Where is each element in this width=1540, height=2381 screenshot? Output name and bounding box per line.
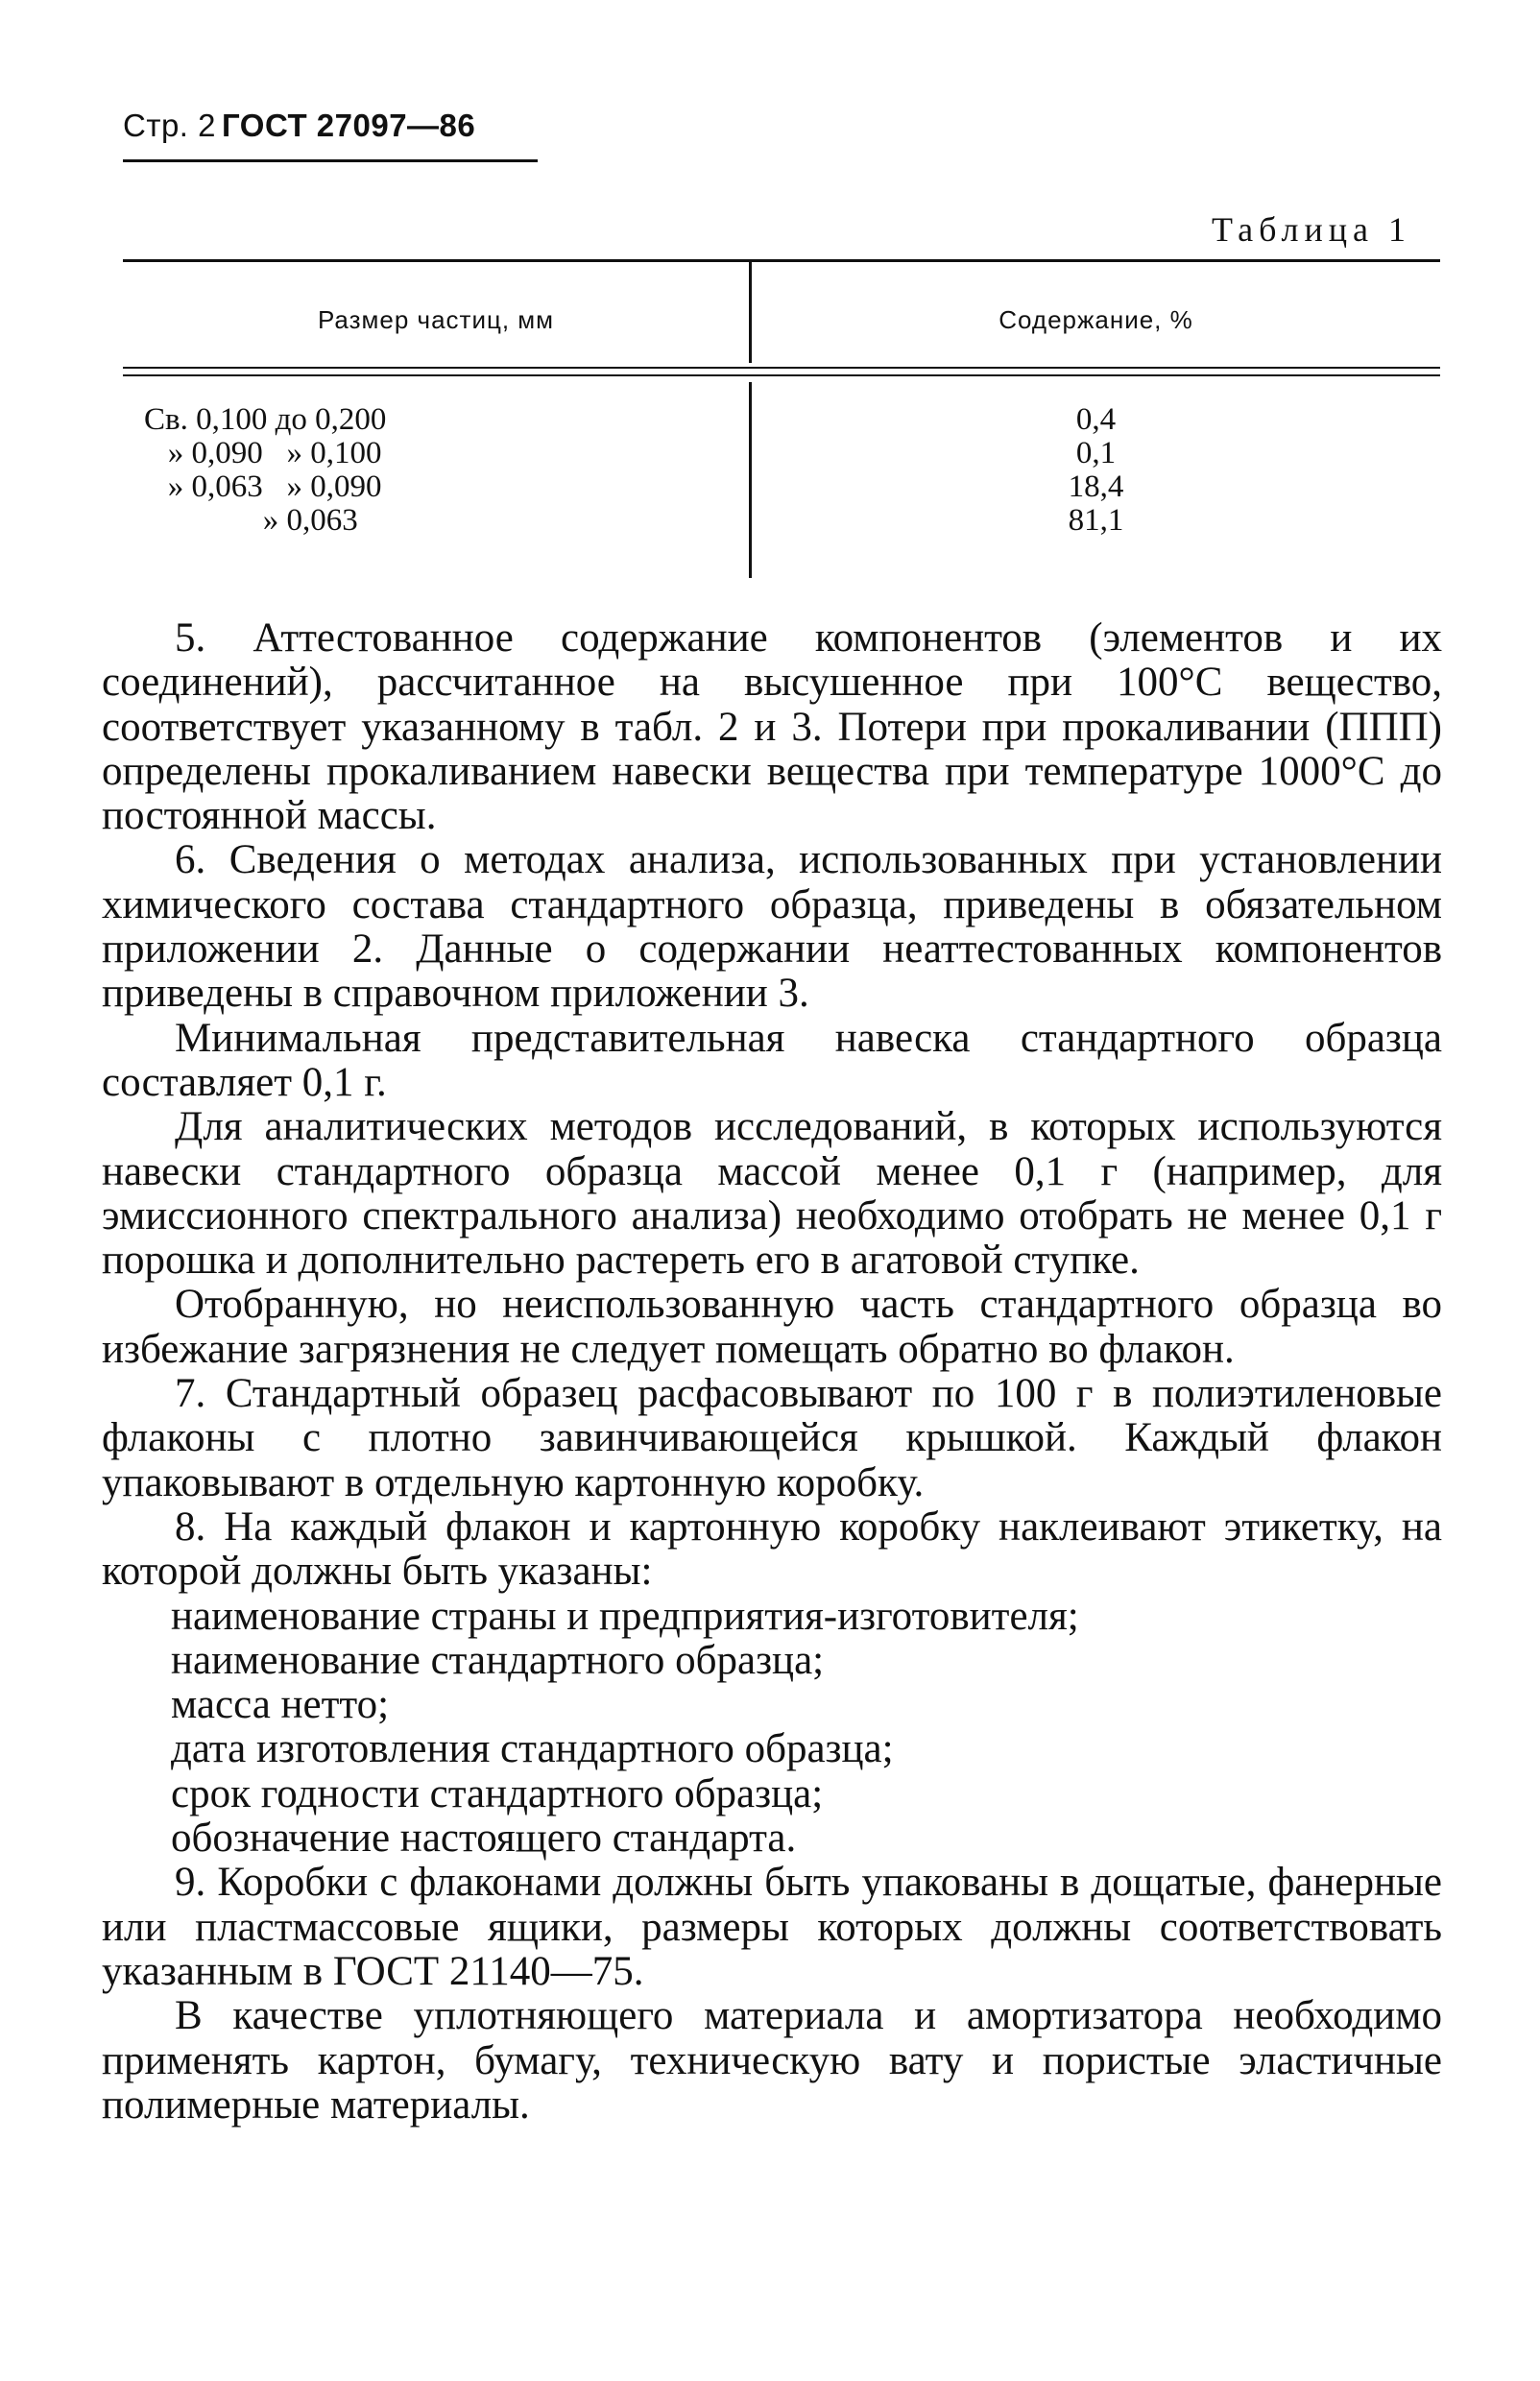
particle-size-table	[123, 259, 1440, 586]
column-header-size: Размер частиц, мм	[317, 305, 555, 334]
label-item: срок годности стандартного образца;	[171, 1770, 824, 1816]
column-header-content: Содержание, %	[999, 305, 1193, 334]
standard-number: ГОСТ 27097—86	[222, 108, 476, 143]
table-row	[123, 403, 1440, 437]
page-number: Стр. 2	[123, 108, 216, 143]
cell-size: » 0,063	[144, 503, 358, 538]
table-top-rule	[123, 259, 1440, 262]
paragraph-min-sample: Минимальная представительная навеска стандартного образца составляет 0,1 г.	[102, 1015, 1442, 1105]
label-item: дата изготовления стандартного образца;	[171, 1726, 894, 1772]
label-item: наименование страны и предприятия-изготовителя;	[171, 1593, 1079, 1639]
paragraph-6: 6. Сведения о методах анализа, использованных при установлении химического состава стандартного образца, приведены в обязательном приложении 2. Данные о содержании неаттестованных компонентов приведены в справочном приложении 3.	[102, 837, 1442, 1017]
label-item: масса нетто;	[171, 1682, 390, 1728]
cell-size: » 0,063 » 0,090	[144, 469, 382, 504]
page-header	[123, 108, 475, 144]
label-item: обозначение настоящего стандарта.	[171, 1816, 797, 1862]
cell-content: 0,4	[1075, 402, 1117, 437]
cell-content: 81,1	[1068, 503, 1124, 538]
cell-content: 18,4	[1068, 469, 1124, 504]
paragraph-packing-material: В качестве уплотняющего материала и амортизатора необходимо применять картон, бумагу, техническую вату и пористые эластичные полимерные материалы.	[102, 1993, 1442, 2128]
table-row	[123, 437, 1440, 470]
header-rule	[123, 159, 538, 162]
paragraph-9: 9. Коробки с флаконами должны быть упакованы в дощатые, фанерные или пластмассовые ящики, размеры которых должны соответствовать указанным в ГОСТ 21140—75.	[102, 1860, 1442, 1994]
paragraph-unused-portion: Отобранную, но неиспользованную часть стандартного образца во избежание загрязнения не следует помещать обратно во флакон.	[102, 1282, 1442, 1372]
table-body	[123, 403, 1440, 538]
table-caption: Таблица 1	[1212, 210, 1411, 249]
table-header-rule	[123, 367, 1440, 369]
cell-size: » 0,090 » 0,100	[144, 436, 382, 470]
document-body	[102, 616, 1442, 2128]
label-item: наименование стандартного образца;	[171, 1637, 825, 1683]
paragraph-5: 5. Аттестованное содержание компонентов (элементов и их соединений), рассчитанное на высушенное при 100°С вещество, соответствует указанному в табл. 2 и 3. Потери при прокаливании (ППП) определены прокаливанием навески вещества при температуре 1000°С до постоянной массы.	[102, 615, 1442, 839]
paragraph-8: 8. На каждый флакон и картонную коробку наклеивают этикетку, на которой должны быть указаны:	[102, 1503, 1442, 1595]
table-row	[123, 470, 1440, 504]
cell-content: 0,1	[1075, 436, 1117, 470]
cell-size: Св. 0,100 до 0,200	[144, 402, 387, 437]
table-header-rule-double	[123, 374, 1440, 376]
paragraph-7: 7. Стандартный образец расфасовывают по 100 г в полиэтиленовые флаконы с плотно завинчивающейся крышкой. Каждый флакон упаковывают в отдельную картонную коробку.	[102, 1371, 1442, 1505]
table-row	[123, 504, 1440, 538]
paragraph-analytical-methods: Для аналитических методов исследований, в которых используются навески стандартного образца массой менее 0,1 г (например, для эмиссионного спектрального анализа) необходимо отобрать не менее 0,1 г порошка и дополнительно растереть его в агатовой ступке.	[102, 1104, 1442, 1284]
